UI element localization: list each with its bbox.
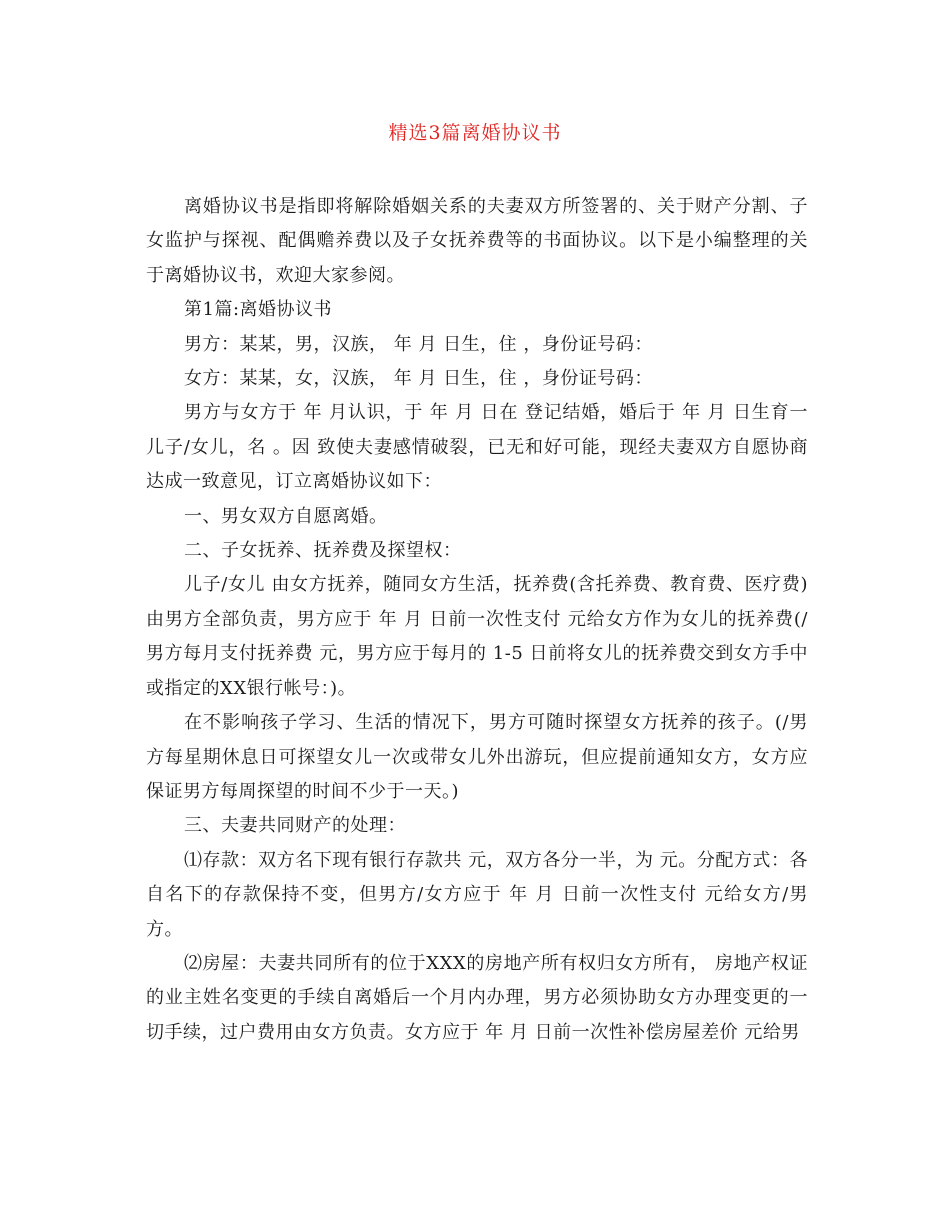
section-heading: 第1篇:离婚协议书 xyxy=(184,299,333,321)
clause-2-visitation: 在不影响孩子学习、生活的情况下，男方可随时探望女方抚养的孩子。(/男方每星期休息日可探望女儿一次或带女儿外出游玩，但应提前通知女方，女方应保证男方每周探望的时间不少于一天。) xyxy=(146,712,808,802)
clause-2-heading: 二、子女抚养、抚养费及探望权： xyxy=(184,540,462,562)
party-male: 男方：某某，男，汉族， 年 月 日生，住 ，身份证号码： xyxy=(184,333,653,355)
document-body xyxy=(146,190,808,1050)
clause-1: 一、男女双方自愿离婚。 xyxy=(184,505,388,527)
background-paragraph: 男方与女方于 年 月认识，于 年 月 日在 登记结婚，婚后于 年 月 日生育一儿子/女儿，名 。因 致使夫妻感情破裂，已无和好可能，现经夫妻双方自愿协商达成一致意见，订立离婚协议如下： xyxy=(146,402,808,493)
clause-3-deposits: ⑴存款：双方名下现有银行存款共 元，双方各分一半，为 元。分配方式：各自名下的存款保持不变，但男方/女方应于 年 月 日前一次性支付 元给女方/男方。 xyxy=(146,849,808,940)
clause-3-house: ⑵房屋：夫妻共同所有的位于XXX的房地产所有权归女方所有， 房地产权证的业主姓名变更的手续自离婚后一个月内办理，男方必须协助女方办理变更的一切手续，过户费用由女方负责。女方应于 年 月 日前一次性补偿房屋差价 元给男 xyxy=(146,952,808,1043)
party-female: 女方：某某，女，汉族， 年 月 日生，住 ，身份证号码： xyxy=(184,368,653,390)
clause-2-custody: 儿子/女儿 由女方抚养，随同女方生活，抚养费(含托养费、教育费、医疗费)由男方全部负责，男方应于 年 月 日前一次性支付 元给女方作为女儿的抚养费(/男方每月支付抚养费 元，男方应于每月的 1-5 日前将女儿的抚养费交到女方手中或指定的XX银行帐号：)。 xyxy=(146,574,808,699)
document-title: 精选3篇离婚协议书 xyxy=(388,122,562,144)
clause-3-heading: 三、夫妻共同财产的处理： xyxy=(184,815,406,837)
intro-paragraph: 离婚协议书是指即将解除婚姻关系的夫妻双方所签署的、关于财产分割、子女监护与探视、配偶赡养费以及子女抚养费等的书面协议。以下是小编整理的关于离婚协议书，欢迎大家参阅。 xyxy=(146,196,808,286)
